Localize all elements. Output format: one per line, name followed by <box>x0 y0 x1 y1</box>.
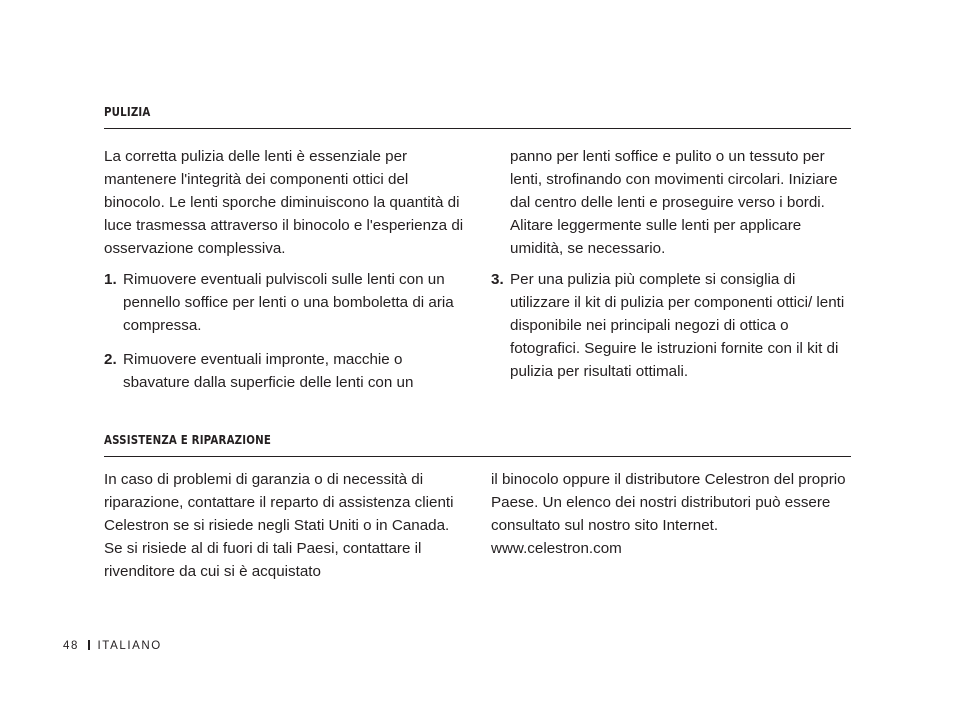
step-text: Rimuovere eventuali impronte, macchie o sbavature dalla superficie delle lenti con un <box>123 351 414 391</box>
step-number: 3. <box>491 271 504 288</box>
step-number: 1. <box>104 271 117 288</box>
section-divider <box>104 456 851 457</box>
step-number: 2. <box>104 351 117 368</box>
section-title-service: ASSISTENZA E RIPARAZIONE <box>104 432 272 447</box>
section-title-cleaning: PULIZIA <box>104 104 151 119</box>
cleaning-step-2 <box>104 348 454 394</box>
page-number: 48 <box>63 640 79 652</box>
page-footer <box>63 640 162 652</box>
cleaning-intro: La corretta pulizia delle lenti è essenziale per mantenere l'integrità dei componenti ottici del binocolo. Le lenti sporche diminuiscono la quantità di luce trasmessa attraverso il binocolo e l'esperienza di osservazione complessiva. <box>104 148 464 257</box>
footer-separator <box>88 640 90 650</box>
cleaning-step-1 <box>104 268 454 337</box>
section-divider <box>104 128 851 129</box>
step-text: Per una pulizia più complete si consiglia di utilizzare il kit di pulizia per componenti ottici/ lenti disponibile nei principali negozi di ottica o fotografici. Seguire le istruzioni fornite con il kit di pulizia per risultati ottimali. <box>510 271 845 380</box>
service-text-column-2: il binocolo oppure il distributore Celestron del proprio Paese. Un elenco dei nostri distributori può essere consultato sul nostro sito Internet. www.celestron.com <box>491 471 846 557</box>
cleaning-step-2-continuation: panno per lenti soffice e pulito o un tessuto per lenti, strofinando con movimenti circolari. Iniziare dal centro delle lenti e proseguire verso i bordi. Alitare leggermente sulle lenti per applicare umidità, se necessario. <box>510 148 838 257</box>
service-text-column-1: In caso di problemi di garanzia o di necessità di riparazione, contattare il reparto di assistenza clienti Celestron se si risiede negli Stati Uniti o in Canada. Se si risiede al di fuori di tali Paesi, contattare il rivenditore da cui si è acquistato <box>104 471 454 580</box>
footer-language: ITALIANO <box>97 640 162 652</box>
cleaning-step-3 <box>491 268 855 383</box>
step-text: Rimuovere eventuali pulviscoli sulle lenti con un pennello soffice per lenti o una bomboletta di aria compressa. <box>123 271 454 334</box>
